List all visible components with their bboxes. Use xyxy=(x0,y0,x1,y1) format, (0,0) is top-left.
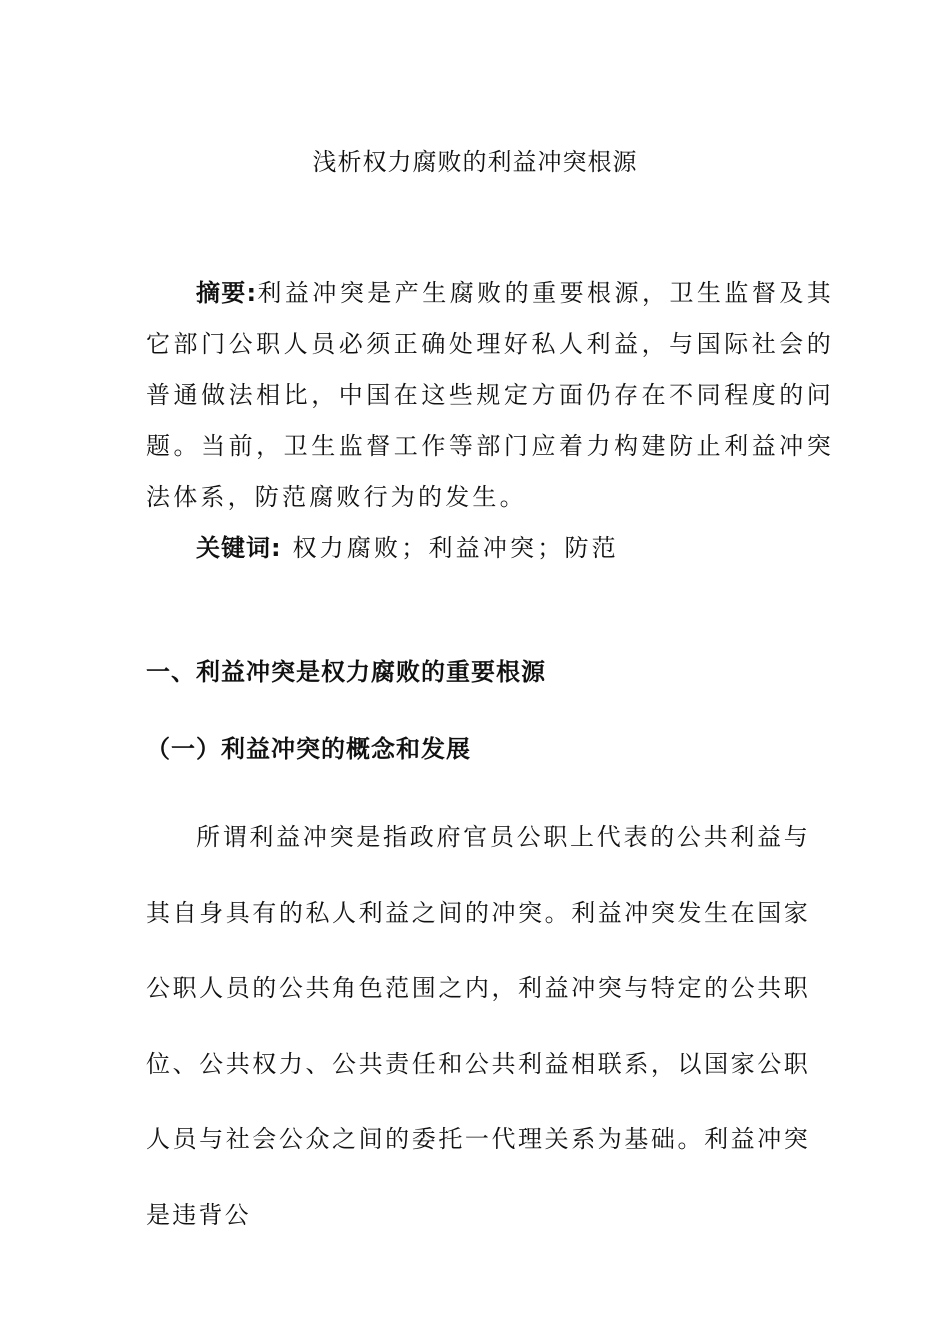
keywords-paragraph xyxy=(146,523,834,574)
keywords-label: 关键词: xyxy=(196,534,282,562)
abstract-label: 摘要: xyxy=(196,279,258,307)
subsection-heading: （一）利益冲突的概念和发展 xyxy=(146,735,471,763)
body-paragraph: 所谓利益冲突是指政府官员公职上代表的公共利益与其自身具有的私人利益之间的冲突。利益冲突发生在国家公职人员的公共角色范围之内，利益冲突与特定的公共职位、公共权力、公共责任和公共利益相联系，以国家公职人员与社会公众之间的委托一代理关系为基础。利益冲突是违背公 xyxy=(146,823,810,1229)
abstract-block xyxy=(146,268,834,574)
abstract-text: 利益冲突是产生腐败的重要根源，卫生监督及其它部门公职人员必须正确处理好私人利益，与国际社会的普通做法相比，中国在这些规定方面仍存在不同程度的问题。当前，卫生监督工作等部门应着力构建防止利益冲突法体系，防范腐败行为的发生。 xyxy=(146,279,834,511)
section-heading: 一、利益冲突是权力腐败的重要根源 xyxy=(146,658,546,686)
keywords-text: 权力腐败；利益冲突；防范 xyxy=(292,534,619,562)
document-title: 浅析权力腐败的利益冲突根源 xyxy=(312,148,638,176)
body-text-block xyxy=(146,800,810,1253)
abstract-paragraph xyxy=(146,268,834,523)
